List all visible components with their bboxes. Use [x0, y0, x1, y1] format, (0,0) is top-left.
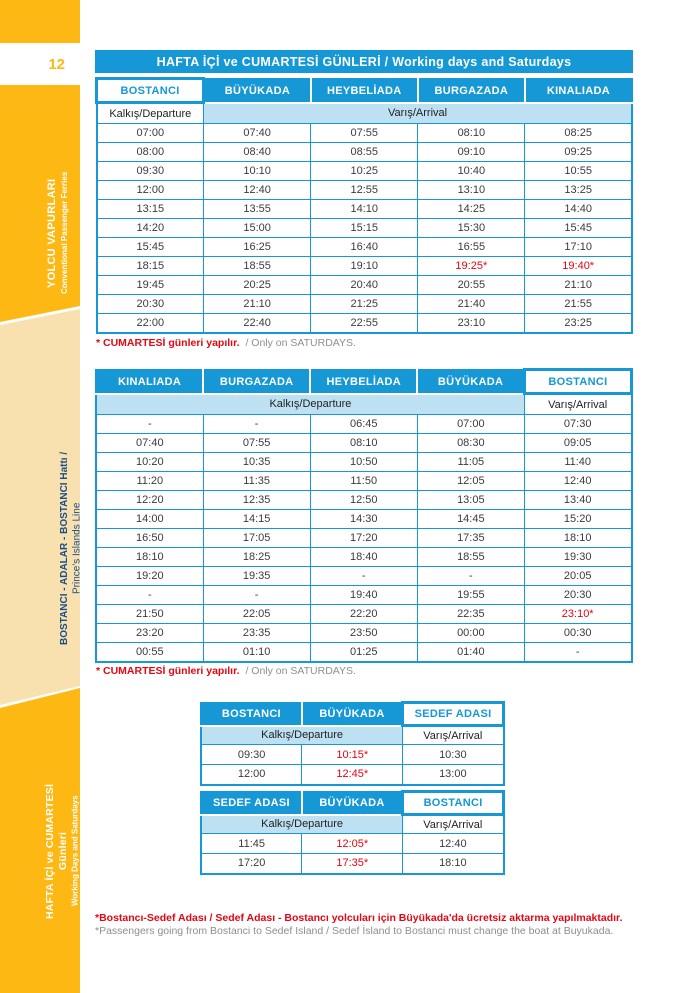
- time-cell: 07:00: [97, 124, 204, 143]
- time-cell: 09:30: [201, 745, 302, 765]
- station-header: BOSTANCI: [524, 370, 631, 394]
- time-cell: 19:55: [417, 586, 524, 605]
- time-cell: 22:20: [310, 605, 417, 624]
- time-cell: 10:10: [204, 162, 311, 181]
- table-row: [97, 238, 633, 257]
- time-cell: 18:15: [97, 257, 204, 276]
- time-cell: 14:10: [311, 200, 418, 219]
- transfer-note: [95, 912, 670, 938]
- saturday-note-1: [96, 337, 356, 349]
- time-cell: 12:40: [204, 181, 311, 200]
- time-cell: 08:30: [417, 434, 524, 453]
- table-row: [96, 491, 632, 510]
- time-cell: 10:40: [418, 162, 525, 181]
- saturday-note-en: / Only on SATURDAYS.: [245, 665, 356, 677]
- time-cell: 10:35: [203, 453, 310, 472]
- time-cell: 13:05: [417, 491, 524, 510]
- station-header: SEDEF ADASI: [201, 792, 302, 815]
- time-cell: 23:10*: [524, 605, 631, 624]
- station-header: BÜYÜKADA: [204, 79, 311, 103]
- table-row: [96, 472, 632, 491]
- time-cell: 08:40: [204, 143, 311, 162]
- time-cell: 09:30: [97, 162, 204, 181]
- saturday-note-2: [96, 665, 356, 677]
- time-cell: 12:00: [97, 181, 204, 200]
- table-row: [201, 834, 504, 854]
- time-cell: 00:55: [96, 643, 203, 662]
- departure-label: Kalkış/Departure: [201, 815, 403, 834]
- time-cell: 09:05: [524, 434, 631, 453]
- time-cell: 12:35: [203, 491, 310, 510]
- time-cell: 12:05*: [302, 834, 403, 854]
- time-cell: 23:25: [525, 314, 632, 333]
- time-cell: 22:05: [203, 605, 310, 624]
- time-cell: 19:25*: [418, 257, 525, 276]
- time-cell: 12:45*: [302, 765, 403, 785]
- sidebar: [0, 0, 83, 993]
- table-row: [201, 745, 504, 765]
- table-row: [96, 605, 632, 624]
- time-cell: 23:20: [96, 624, 203, 643]
- table-row: [96, 529, 632, 548]
- departure-label: Kalkış/Departure: [97, 103, 204, 124]
- time-cell: 18:55: [417, 548, 524, 567]
- table-row: [97, 276, 633, 295]
- time-cell: 16:55: [418, 238, 525, 257]
- time-cell: 11:40: [524, 453, 631, 472]
- time-cell: 09:10: [418, 143, 525, 162]
- time-cell: 07:40: [96, 434, 203, 453]
- time-cell: 17:20: [201, 854, 302, 874]
- time-cell: 22:00: [97, 314, 204, 333]
- time-cell: 08:55: [311, 143, 418, 162]
- arrival-label: Varış/Arrival: [403, 815, 504, 834]
- table-row: [97, 200, 633, 219]
- time-cell: 07:40: [204, 124, 311, 143]
- time-cell: 01:25: [310, 643, 417, 662]
- time-cell: 14:20: [97, 219, 204, 238]
- time-cell: 11:45: [201, 834, 302, 854]
- ferries-subtitle: Conventional Passenger Ferries: [59, 171, 69, 295]
- table-row: [96, 548, 632, 567]
- time-cell: 13:40: [524, 491, 631, 510]
- time-cell: 00:00: [417, 624, 524, 643]
- time-cell: -: [524, 643, 631, 662]
- station-header: BOSTANCI: [97, 79, 204, 103]
- transfer-note-tr: *Bostancı-Sedef Adası / Sedef Adası - Bostancı yolcuları için Büyükada'da ücretsiz aktarma yapılmaktadır.: [95, 912, 623, 924]
- time-cell: 07:30: [524, 415, 631, 434]
- station-header: KINALIADA: [96, 370, 203, 394]
- time-cell: 14:45: [417, 510, 524, 529]
- table-row: [96, 415, 632, 434]
- time-cell: 12:05: [417, 472, 524, 491]
- time-cell: 17:35: [417, 529, 524, 548]
- time-cell: 23:10: [418, 314, 525, 333]
- saturday-note-tr: * CUMARTESİ günleri yapılır.: [96, 665, 240, 677]
- table-row: [97, 314, 633, 333]
- page-number: [0, 43, 80, 85]
- time-cell: 18:10: [524, 529, 631, 548]
- timetable-inbound: [95, 368, 633, 663]
- time-cell: 08:00: [97, 143, 204, 162]
- time-cell: -: [96, 415, 203, 434]
- time-cell: 21:10: [525, 276, 632, 295]
- time-cell: 22:55: [311, 314, 418, 333]
- time-cell: 11:05: [417, 453, 524, 472]
- saturday-note-tr: * CUMARTESİ günleri yapılır.: [96, 337, 240, 349]
- time-cell: 20:40: [311, 276, 418, 295]
- time-cell: 23:50: [310, 624, 417, 643]
- station-header: SEDEF ADASI: [403, 703, 504, 726]
- time-cell: 13:25: [525, 181, 632, 200]
- station-header: HEYBELİADA: [310, 370, 417, 394]
- time-cell: 14:00: [96, 510, 203, 529]
- table-row: [96, 567, 632, 586]
- sidebar-top-block: [0, 0, 80, 43]
- time-cell: 19:10: [311, 257, 418, 276]
- table-row: [97, 219, 633, 238]
- station-header: BÜYÜKADA: [302, 792, 403, 815]
- transfer-note-en: *Passengers going from Bostanci to Sedef Island / Sedef İsland to Bostanci must change the boat at Buyukada.: [95, 925, 614, 937]
- time-cell: 21:40: [418, 295, 525, 314]
- timetable-outbound: [95, 77, 633, 334]
- time-cell: 11:35: [203, 472, 310, 491]
- time-cell: 01:10: [203, 643, 310, 662]
- arrival-label: Varış/Arrival: [524, 394, 631, 415]
- sidebar-ferries-text: [46, 158, 70, 308]
- time-cell: 14:25: [418, 200, 525, 219]
- time-cell: 22:35: [417, 605, 524, 624]
- time-cell: 15:00: [204, 219, 311, 238]
- time-cell: 08:25: [525, 124, 632, 143]
- time-cell: 21:50: [96, 605, 203, 624]
- table-row: [97, 181, 633, 200]
- time-cell: 14:30: [310, 510, 417, 529]
- days-subtitle: Working Days and Saturdays: [70, 795, 80, 907]
- table-row: [96, 586, 632, 605]
- sidebar-days-text: [44, 766, 80, 936]
- timetable-sedef-outbound: [200, 701, 505, 786]
- time-cell: 21:10: [204, 295, 311, 314]
- time-cell: 10:30: [403, 745, 504, 765]
- time-cell: 10:15*: [302, 745, 403, 765]
- station-header: BÜYÜKADA: [302, 703, 403, 726]
- station-header: BURGAZADA: [418, 79, 525, 103]
- time-cell: 14:40: [525, 200, 632, 219]
- time-cell: 19:40*: [525, 257, 632, 276]
- time-cell: 18:25: [203, 548, 310, 567]
- table-row: [97, 162, 633, 181]
- time-cell: 15:45: [97, 238, 204, 257]
- table-row: [97, 295, 633, 314]
- station-header: BOSTANCI: [201, 703, 302, 726]
- time-cell: 13:00: [403, 765, 504, 785]
- time-cell: 18:10: [403, 854, 504, 874]
- station-header: KINALIADA: [525, 79, 632, 103]
- time-cell: -: [310, 567, 417, 586]
- time-cell: 08:10: [310, 434, 417, 453]
- time-cell: 12:20: [96, 491, 203, 510]
- line-title-regular: Prince's Islands Line: [71, 502, 83, 594]
- table-row: [201, 765, 504, 785]
- time-cell: 14:15: [203, 510, 310, 529]
- time-cell: 12:40: [524, 472, 631, 491]
- time-cell: 20:30: [97, 295, 204, 314]
- time-cell: 16:40: [311, 238, 418, 257]
- time-cell: 15:15: [311, 219, 418, 238]
- table-row: [96, 624, 632, 643]
- sidebar-line-text: [59, 433, 84, 663]
- time-cell: 13:10: [418, 181, 525, 200]
- arrival-label: Varış/Arrival: [204, 103, 632, 124]
- time-cell: 17:05: [203, 529, 310, 548]
- table-row: [96, 643, 632, 662]
- time-cell: 10:25: [311, 162, 418, 181]
- station-header: BOSTANCI: [403, 792, 504, 815]
- time-cell: 15:20: [524, 510, 631, 529]
- time-cell: 19:30: [524, 548, 631, 567]
- time-cell: 19:45: [97, 276, 204, 295]
- time-cell: 20:30: [524, 586, 631, 605]
- table-row: [96, 453, 632, 472]
- table-row: [96, 510, 632, 529]
- time-cell: 21:25: [311, 295, 418, 314]
- time-cell: 13:55: [204, 200, 311, 219]
- time-cell: 20:25: [204, 276, 311, 295]
- page-title: [95, 50, 633, 73]
- time-cell: 18:55: [204, 257, 311, 276]
- time-cell: 22:40: [204, 314, 311, 333]
- station-header: HEYBELİADA: [311, 79, 418, 103]
- time-cell: 15:45: [525, 219, 632, 238]
- table-row: [97, 257, 633, 276]
- departure-label: Kalkış/Departure: [201, 726, 403, 745]
- time-cell: 06:45: [310, 415, 417, 434]
- time-cell: 19:20: [96, 567, 203, 586]
- table-row: [97, 143, 633, 162]
- time-cell: 10:55: [525, 162, 632, 181]
- time-cell: -: [203, 586, 310, 605]
- time-cell: 17:20: [310, 529, 417, 548]
- time-cell: 15:30: [418, 219, 525, 238]
- time-cell: -: [96, 586, 203, 605]
- time-cell: 07:00: [417, 415, 524, 434]
- time-cell: 17:35*: [302, 854, 403, 874]
- time-cell: 13:15: [97, 200, 204, 219]
- time-cell: 18:10: [96, 548, 203, 567]
- time-cell: 20:55: [418, 276, 525, 295]
- days-title: HAFTA İÇİ ve CUMARTESİ Günleri: [44, 783, 70, 919]
- saturday-note-en: / Only on SATURDAYS.: [245, 337, 356, 349]
- time-cell: 23:35: [203, 624, 310, 643]
- time-cell: 19:40: [310, 586, 417, 605]
- timetable-sedef-inbound: [200, 790, 505, 875]
- time-cell: 00:30: [524, 624, 631, 643]
- time-cell: 01:40: [417, 643, 524, 662]
- ferries-title: YOLCU VAPURLARI: [46, 178, 58, 288]
- time-cell: -: [203, 415, 310, 434]
- time-cell: 16:50: [96, 529, 203, 548]
- time-cell: 09:25: [525, 143, 632, 162]
- page-number-label: 12: [48, 55, 65, 73]
- table-row: [201, 854, 504, 874]
- time-cell: 11:20: [96, 472, 203, 491]
- table-row: [97, 124, 633, 143]
- table-row: [96, 434, 632, 453]
- time-cell: 11:50: [310, 472, 417, 491]
- page-title-label: HAFTA İÇİ ve CUMARTESİ GÜNLERİ / Working days and Saturdays: [156, 54, 572, 69]
- line-title-bold: BOSTANCI - ADALAR - BOSTANCI Hattı /: [59, 451, 70, 645]
- time-cell: 20:05: [524, 567, 631, 586]
- time-cell: 12:40: [403, 834, 504, 854]
- time-cell: 12:00: [201, 765, 302, 785]
- station-header: BÜYÜKADA: [417, 370, 524, 394]
- time-cell: 18:40: [310, 548, 417, 567]
- time-cell: 17:10: [525, 238, 632, 257]
- station-header: BURGAZADA: [203, 370, 310, 394]
- arrival-label: Varış/Arrival: [403, 726, 504, 745]
- time-cell: -: [417, 567, 524, 586]
- time-cell: 07:55: [311, 124, 418, 143]
- time-cell: 07:55: [203, 434, 310, 453]
- time-cell: 12:55: [311, 181, 418, 200]
- time-cell: 21:55: [525, 295, 632, 314]
- time-cell: 10:20: [96, 453, 203, 472]
- departure-label: Kalkış/Departure: [96, 394, 524, 415]
- time-cell: 08:10: [418, 124, 525, 143]
- time-cell: 19:35: [203, 567, 310, 586]
- time-cell: 16:25: [204, 238, 311, 257]
- time-cell: 12:50: [310, 491, 417, 510]
- time-cell: 10:50: [310, 453, 417, 472]
